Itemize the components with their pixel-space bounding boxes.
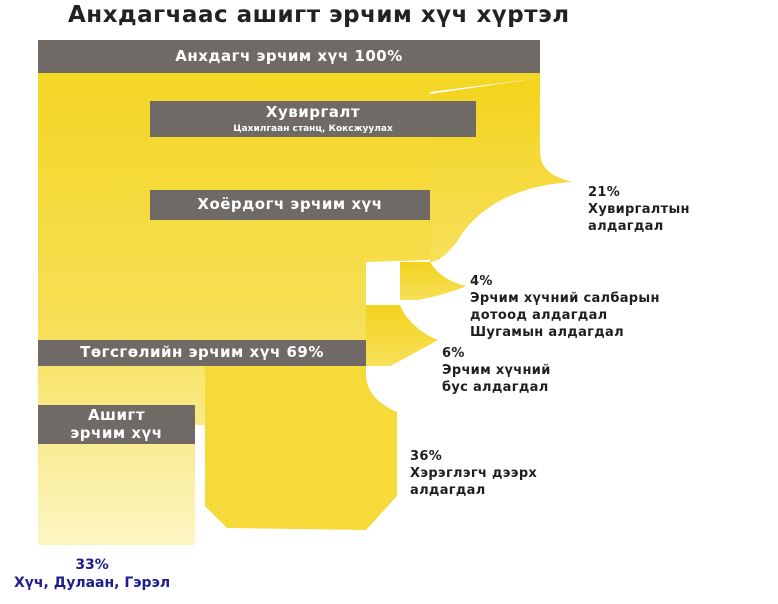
loss-percent: 6% bbox=[442, 346, 465, 361]
page-title: Анхдагчаас ашигт эрчим хүч хүртэл bbox=[68, 2, 570, 28]
loss-text: Эрчим хүчний bbox=[442, 363, 551, 379]
useful-output-text: Хүч, Дулаан, Гэрэл bbox=[14, 575, 171, 592]
loss-text: алдагдал bbox=[410, 483, 486, 499]
loss-percent: 4% bbox=[470, 274, 493, 289]
primary-energy-label: Анхдагч эрчим хүч 100% bbox=[175, 46, 403, 65]
loss-text: Хэрэглэгч дээрх bbox=[410, 466, 538, 482]
secondary-energy-label: Хоёрдогч эрчим хүч bbox=[197, 195, 383, 214]
internal-loss-flow bbox=[400, 262, 466, 300]
primary-energy-box bbox=[38, 40, 540, 73]
loss-percent: 21% bbox=[588, 185, 621, 200]
loss-label-non-energy bbox=[442, 345, 551, 396]
useful-energy-label-2: эрчим хүч bbox=[70, 423, 163, 442]
loss-percent: 36% bbox=[410, 449, 443, 464]
conversion-sublabel: Цахилгаан станц, Коксжуулах bbox=[233, 124, 393, 135]
secondary-energy-box bbox=[150, 190, 430, 220]
loss-label-conversion bbox=[588, 184, 690, 235]
loss-text: бус алдагдал bbox=[442, 380, 549, 396]
useful-energy-box bbox=[38, 405, 195, 444]
loss-label-internal bbox=[470, 273, 660, 342]
useful-output-percent: 33% bbox=[75, 557, 109, 573]
loss-text: Шугамын алдагдал bbox=[470, 325, 624, 341]
non-energy-loss-flow bbox=[366, 305, 438, 366]
loss-text: Эрчим хүчний салбарын bbox=[470, 291, 660, 307]
final-energy-label: Төгсгөлийн эрчим хүч 69% bbox=[80, 343, 324, 362]
final-energy-box bbox=[38, 340, 366, 366]
loss-text: алдагдал bbox=[588, 219, 664, 235]
conversion-box bbox=[150, 101, 476, 137]
end-user-loss-flow bbox=[205, 358, 397, 530]
conversion-label: Хувиргалт bbox=[265, 102, 361, 121]
loss-text: Хувиргалтын bbox=[588, 202, 690, 218]
useful-output-label bbox=[14, 556, 170, 592]
loss-text: дотоод алдагдал bbox=[470, 308, 608, 324]
loss-label-end-user bbox=[410, 448, 537, 499]
useful-energy-label-1: Ашигт bbox=[87, 406, 146, 425]
